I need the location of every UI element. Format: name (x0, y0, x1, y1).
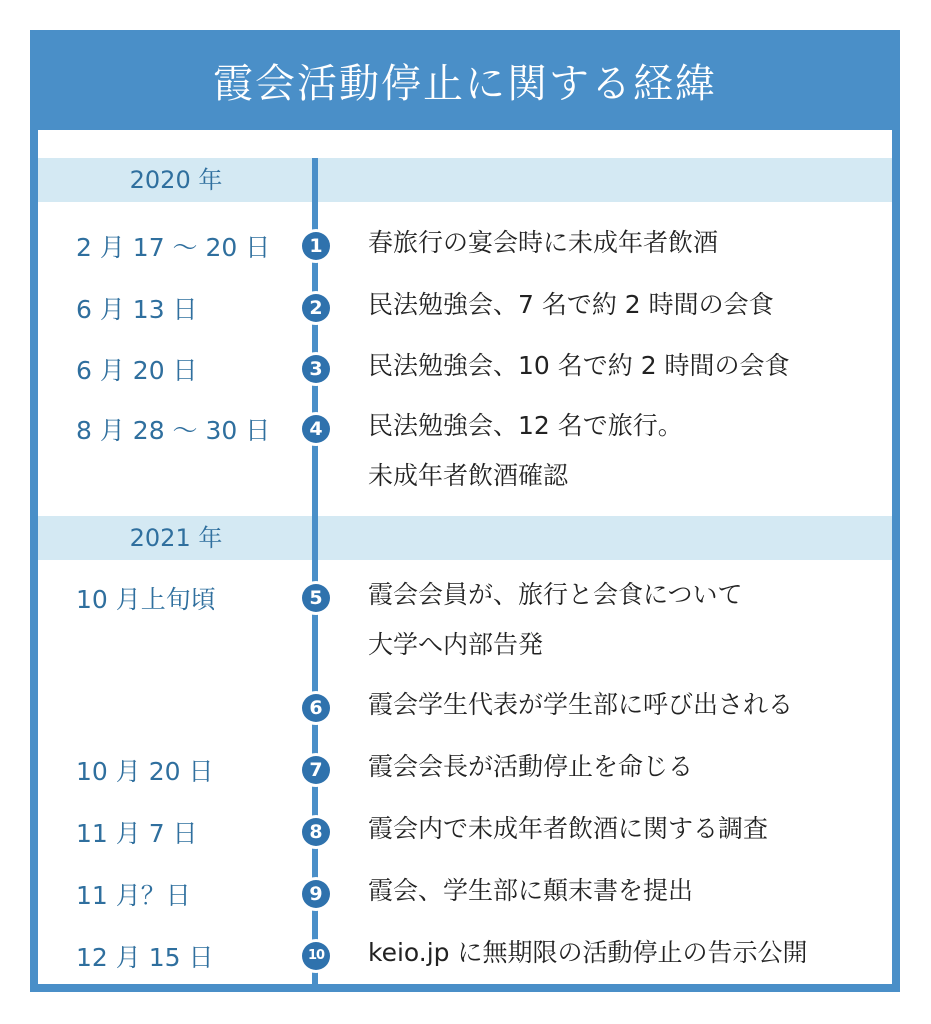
event-number-badge: 10 (302, 942, 330, 970)
event-line: keio.jp に無期限の活動停止の告示公開 (368, 938, 808, 967)
event-description (368, 576, 743, 664)
event-number-badge: 1 (302, 232, 330, 260)
event-date: 11 月？日 (76, 881, 191, 910)
event-number-badge: 3 (302, 355, 330, 383)
event-number-badge: 6 (302, 694, 330, 722)
event-description (368, 286, 774, 324)
event-date: 6 月 13 日 (76, 295, 198, 324)
event-line: 霞会会長が活動停止を命じる (368, 752, 694, 781)
event-description (368, 872, 693, 910)
event-line: 民法勉強会、12 名で旅行。 (368, 411, 683, 440)
timeline-line (312, 158, 318, 992)
event-number-badge: 8 (302, 818, 330, 846)
event-number-badge: 4 (302, 415, 330, 443)
event-date: 11 月 7 日 (76, 819, 198, 848)
event-description (368, 224, 718, 262)
event-date: 12 月 15 日 (76, 943, 214, 972)
event-date: 8 月 28 〜 30 日 (76, 416, 271, 445)
event-line: 霞会内で未成年者飲酒に関する調査 (368, 814, 769, 843)
event-description (368, 347, 790, 385)
event-date: 10 月 20 日 (76, 757, 214, 786)
event-description (368, 686, 793, 724)
event-line: 民法勉強会、7 名で約 2 時間の会食 (368, 290, 774, 319)
page-title: 霞会活動停止に関する経緯 (38, 38, 892, 130)
year-band-2020 (38, 158, 892, 202)
event-line: 春旅行の宴会時に未成年者飲酒 (368, 228, 719, 257)
event-description (368, 810, 768, 848)
event-description (368, 748, 693, 786)
event-date: 2 月 17 〜 20 日 (76, 233, 271, 262)
event-line: 霞会会員が、旅行と会食について (368, 580, 743, 609)
event-description (368, 407, 683, 495)
timeline-card (30, 30, 900, 992)
event-number-badge: 7 (302, 756, 330, 784)
event-line: 未成年者飲酒確認 (368, 461, 569, 490)
event-date: 10 月上旬頃 (76, 585, 216, 614)
event-date: 6 月 20 日 (76, 356, 198, 385)
event-number-badge: 5 (302, 584, 330, 612)
event-line: 霞会、学生部に顛末書を提出 (368, 876, 694, 905)
event-line: 大学へ内部告発 (368, 630, 544, 659)
year-label: 2021 年 (129, 524, 223, 552)
event-number-badge: 9 (302, 880, 330, 908)
event-number-badge: 2 (302, 294, 330, 322)
event-line: 民法勉強会、10 名で約 2 時間の会食 (368, 351, 790, 380)
year-label: 2020 年 (129, 166, 223, 194)
event-line: 霞会学生代表が学生部に呼び出される (368, 690, 794, 719)
event-description (368, 934, 807, 972)
year-band-2021 (38, 516, 892, 560)
